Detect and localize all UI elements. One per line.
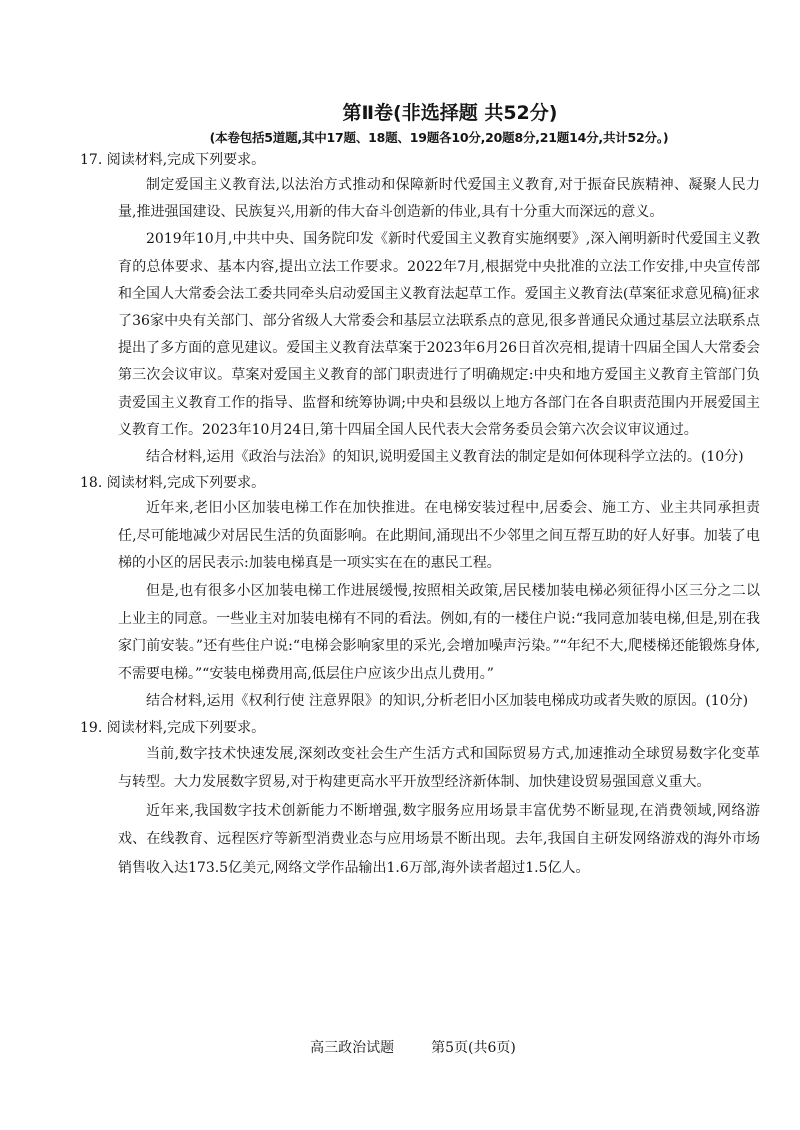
question-heading: 18. 阅读材料,完成下列要求。	[80, 475, 266, 492]
footer-page-number: 第5页(共6页)	[431, 1040, 516, 1056]
question-prompt: 结合材料,运用《政治与法治》的知识,说明爱国主义教育法的制定是如何体现科学立法的。(10分)	[146, 449, 744, 466]
question-heading: 17. 阅读材料,完成下列要求。	[80, 152, 266, 168]
question-prompt: 结合材料,运用《权利行使 注意界限》的知识,分析老旧小区加装电梯成功或者失败的原因。(10分)	[146, 693, 749, 710]
section-title: 第Ⅱ卷(非选择题 共52分)	[342, 102, 558, 124]
question-heading: 19. 阅读材料,完成下列要求。	[80, 719, 266, 736]
question-19	[80, 716, 760, 882]
page-footer	[0, 1038, 800, 1058]
question-paragraph: 2019年10月,中共中央、国务院印发《新时代爱国主义教育实施纲要》,深入阐明新时代爱国主义教育的总体要求、基本内容,提出立法工作要求。2022年7月,根据党中央批准的立法工作安排,中央宣传部和全国人大常委会法工委共同牵头启动爱国主义教育法起草工作。爱国主义教育法(草案征求意见稿)征求了36家中央有关部门、部分省级人大常委会和基层立法联系点的意见,很多普通民众通过基层立法联系点提出了多方面的意见建议。爱国主义教育法草案于2023年6月26日首次亮相,提请十四届全国人大常委会第三次会议审议。草案对爱国主义教育的部门职责进行了明确规定:中央和地方爱国主义教育主管部门负责爱国主义教育工作的指导、监督和统筹协调;中央和县级以上地方各部门在各自职责范围内开展爱国主义教育工作。2023年10月24日,第十四届全国人民代表大会常务委员会第六次会议审议通过。	[118, 231, 760, 438]
question-paragraph: 近年来,我国数字技术创新能力不断增强,数字服务应用场景丰富优势不断显现,在消费领域,网络游戏、在线教育、远程医疗等新型消费业态与应用场景不断出现。去年,我国自主研发网络游戏的海外市场销售收入达173.5亿美元,网络文学作品输出1.6万部,海外读者超过1.5亿人。	[118, 802, 760, 876]
section-note: (本卷包括5道题,其中17题、18题、19题各10分,20题8分,21题14分,共计52分。)	[209, 130, 669, 145]
question-17	[80, 148, 760, 471]
question-paragraph: 制定爱国主义教育法,以法治方式推动和保障新时代爱国主义教育,对于振奋民族精神、凝聚人民力量,推进强国建设、民族复兴,用新的伟大奋斗创造新的伟业,具有十分重大而深远的意义。	[118, 177, 760, 221]
question-paragraph: 近年来,老旧小区加装电梯工作在加快推进。在电梯安装过程中,居委会、施工方、业主共同承担责任,尽可能地减少对居民生活的负面影响。在此期间,涌现出不少邻里之间互帮互助的好人好事。加装了电梯的小区的居民表示:加装电梯真是一项实实在在的惠民工程。	[118, 500, 760, 572]
question-18	[80, 471, 760, 716]
footer-subject: 高三政治试题	[310, 1040, 395, 1056]
question-paragraph: 但是,也有很多小区加装电梯工作进展缓慢,按照相关政策,居民楼加装电梯必须征得小区三分之二以上业主的同意。一些业主对加装电梯有不同的看法。例如,有的一楼住户说:“我同意加装电梯,但是,别在我家门前安装。”还有些住户说:“电梯会影响家里的采光,会增加噪声污染。”“年纪不大,爬楼梯还能锻炼身体,不需要电梯。”“安装电梯费用高,低层住户应该少出点儿费用。”	[118, 583, 760, 682]
question-paragraph: 当前,数字技术快速发展,深刻改变社会生产生活方式和国际贸易方式,加速推动全球贸易数字化变革与转型。大力发展数字贸易,对于构建更高水平开放型经济新体制、加快建设贸易强国意义重大。	[118, 745, 760, 791]
